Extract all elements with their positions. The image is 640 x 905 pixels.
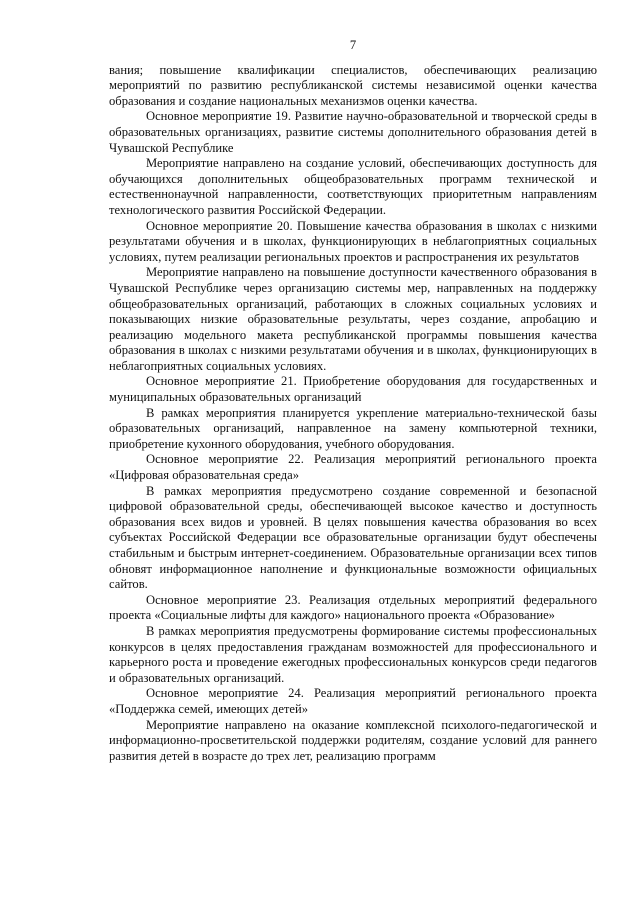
paragraph-heading-measure-23: Основное мероприятие 23. Реализация отдельных мероприятий федерального проекта «Социальные лифты для каждого» национального проекта «Образование» <box>109 592 597 623</box>
paragraph-heading-measure-21: Основное мероприятие 21. Приобретение оборудования для государственных и муниципальных образовательных организаций <box>109 374 597 405</box>
paragraph-heading-measure-19: Основное мероприятие 19. Развитие научно-образовательной и творческой среды в образовательных организациях, развитие системы дополнительного образования детей в Чувашской Республике <box>109 109 597 155</box>
paragraph-body-measure-20: Мероприятие направлено на повышение доступности качественного образования в Чувашской Республике через организацию системы мер, направленных на поддержку общеобразовательных организаций, работающих в сложных социальных условиях и показывающих низкие образовательные результаты, через создание, апробацию и реализацию модельного макета республиканской программы повышения качества образования в школах с низкими результатами обучения и в школах, функционирующих в неблагоприятных социальных условиях. <box>109 265 597 373</box>
paragraph-body-measure-24: Мероприятие направлено на оказание комплексной психолого-педагогической и информационно-просветительской поддержки родителям, создание условий для раннего развития детей в возрасте до трех лет, реализацию программ <box>109 717 597 763</box>
paragraph-heading-measure-20: Основное мероприятие 20. Повышение качества образования в школах с низкими результатами обучения и в школах, функционирующих в неблагоприятных социальных условиях, путем реализации региональных проектов и распространения их результатов <box>109 218 597 264</box>
page-number: 7 <box>349 38 357 52</box>
paragraph-body-measure-23: В рамках мероприятия предусмотрены формирование системы профессиональных конкурсов в целях предоставления гражданам возможностей для профессионального и карьерного роста и проведение ежегодных профессиональных конкурсов среди педагогов и образовательных организаций. <box>109 623 597 685</box>
paragraph-body-measure-22: В рамках мероприятия предусмотрено создание современной и безопасной цифровой образовательной среды, обеспечивающей высокое качество и доступность образования всех видов и уровней. В целях повышения качества образования во всех субъектах Российской Федерации все образовательные организации будут обеспечены стабильным и быстрым интернет-соединением. Образовательные организации всех типов обновят информационное наполнение и функциональные возможности официальных сайтов. <box>109 483 597 592</box>
paragraph-body-measure-19: Мероприятие направлено на создание условий, обеспечивающих доступность для обучающихся дополнительных общеобразовательных программ технической и естественнонаучной направленности, соответствующих приоритетным направлениям технологического развития Российской Федерации. <box>109 156 597 217</box>
paragraph-heading-measure-24: Основное мероприятие 24. Реализация мероприятий регионального проекта «Поддержка семей, имеющих детей» <box>109 686 597 716</box>
paragraph-continuation: вания; повышение квалификации специалистов, обеспечивающих реализацию мероприятий по развитию республиканской системы независимой оценки качества образования и создание национальных механизмов оценки качества. <box>109 62 597 108</box>
paragraph-heading-measure-22: Основное мероприятие 22. Реализация мероприятий регионального проекта «Цифровая образовательная среда» <box>109 452 597 483</box>
document-page <box>109 38 597 764</box>
paragraph-body-measure-21: В рамках мероприятия планируется укрепление материально-технической базы образовательных организаций, направленное на замену компьютерной техники, приобретение кухонного оборудования, учебного оборудования. <box>109 405 597 451</box>
